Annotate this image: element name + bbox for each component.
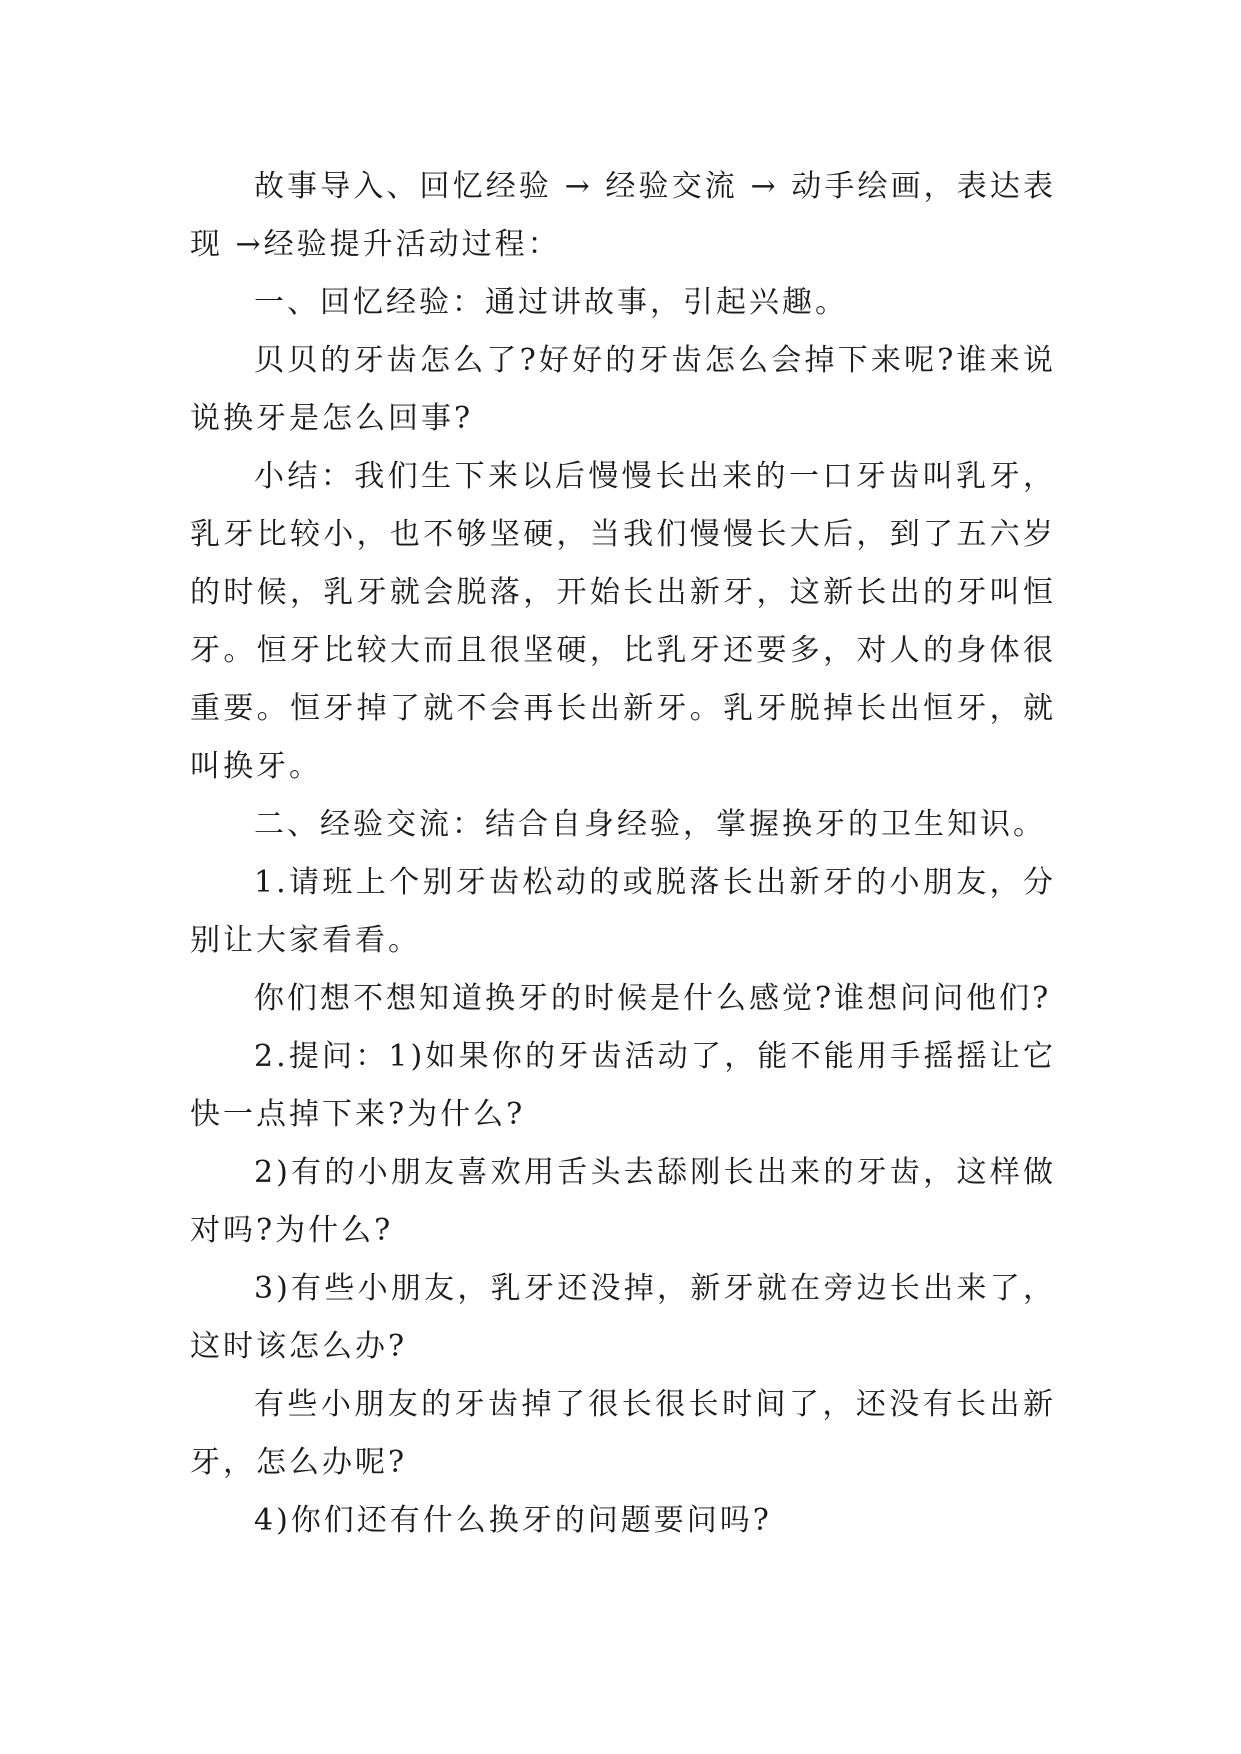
paragraph-activity-flow: 故事导入、回忆经验 → 经验交流 → 动手绘画，表达表现 →经验提升活动过程： bbox=[190, 169, 1056, 262]
paragraph-question-3: 3)有些小朋友，乳牙还没掉，新牙就在旁边长出来了，这时该怎么办? bbox=[190, 1271, 1056, 1364]
paragraph-summary: 小结：我们生下来以后慢慢长出来的一口牙齿叫乳牙，乳牙比较小，也不够坚硬，当我们慢慢长大后，到了五六岁的时候，乳牙就会脱落，开始长出新牙，这新长出的牙叫恒牙。恒牙比较大而且很坚硬，比乳牙还要多，对人的身体很重要。恒牙掉了就不会再长出新牙。乳牙脱掉长出恒牙，就叫换牙。 bbox=[190, 459, 1056, 784]
paragraph-step-1: 1.请班上个别牙齿松动的或脱落长出新牙的小朋友，分别让大家看看。 bbox=[190, 865, 1056, 958]
paragraph-story-question: 贝贝的牙齿怎么了?好好的牙齿怎么会掉下来呢?谁来说说换牙是怎么回事? bbox=[190, 343, 1056, 436]
document-body bbox=[190, 158, 1056, 1550]
heading-recall-experience: 一、回忆经验：通过讲故事，引起兴趣。 bbox=[254, 285, 848, 320]
paragraph-question-4: 4)你们还有什么换牙的问题要问吗? bbox=[254, 1503, 772, 1538]
paragraph-question-2: 2)有的小朋友喜欢用舌头去舔刚长出来的牙齿，这样做对吗?为什么? bbox=[190, 1155, 1056, 1248]
paragraph-step-2-question-1: 2.提问：1)如果你的牙齿活动了，能不能用手摇摇让它快一点掉下来?为什么? bbox=[190, 1039, 1056, 1132]
paragraph-feeling-question: 你们想不想知道换牙的时候是什么感觉?谁想问问他们? bbox=[254, 981, 1052, 1016]
heading-experience-exchange: 二、经验交流：结合自身经验，掌握换牙的卫生知识。 bbox=[254, 807, 1046, 842]
paragraph-new-teeth-question: 有些小朋友的牙齿掉了很长很长时间了，还没有长出新牙，怎么办呢? bbox=[190, 1387, 1056, 1480]
